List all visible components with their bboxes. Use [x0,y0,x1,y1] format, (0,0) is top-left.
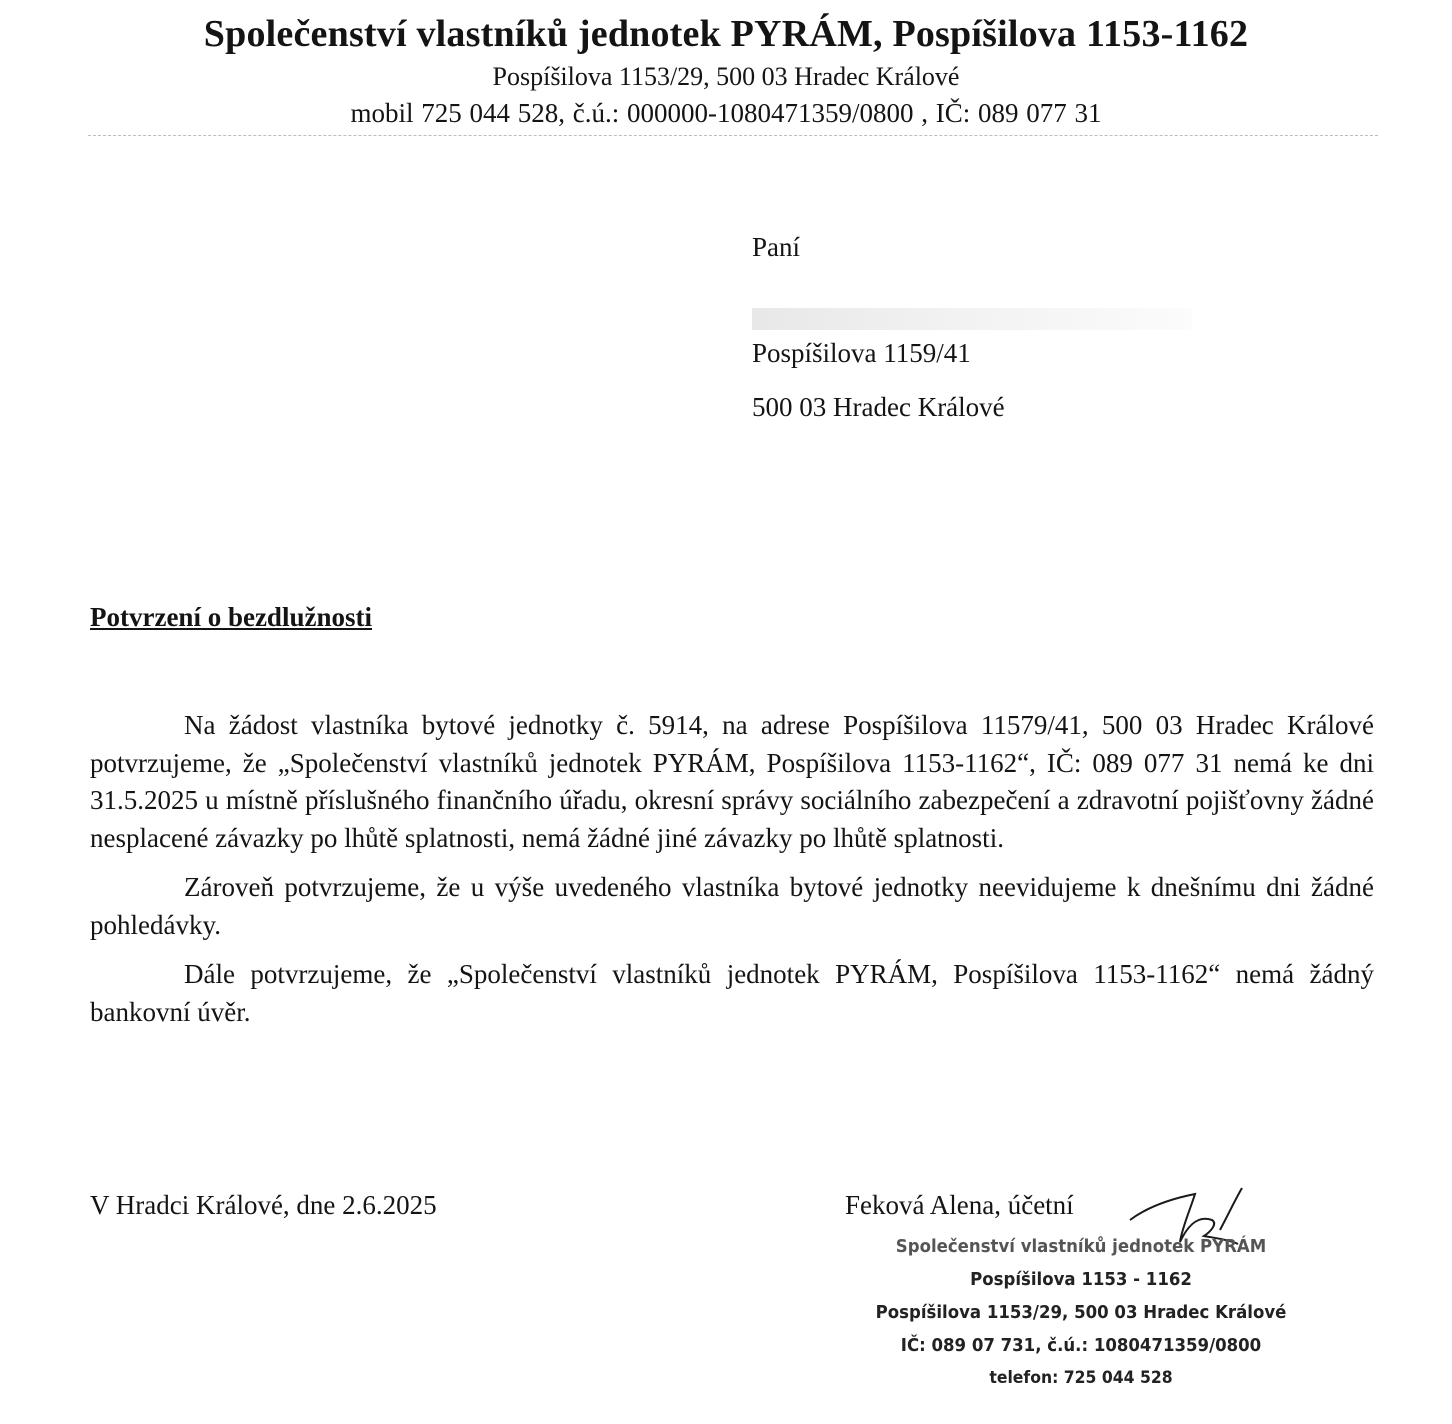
letter-body [90,707,1374,1043]
letterhead-address: Pospíšilova 1153/29, 500 03 Hradec Králové [492,62,960,91]
stamp-line-3: Pospíšilova 1153/29, 500 03 Hradec Králové [875,1302,1287,1323]
letterhead-divider [88,135,1378,136]
recipient-name-redaction [752,308,1192,330]
stamp-line-1: Společenství vlastníků jednotek PYRÁM [895,1236,1267,1257]
organization-stamp [874,1230,1288,1395]
signer-name: Feková Alena, účetní [845,1190,1074,1220]
body-paragraph-3: Dále potvrzujeme, že „Společenství vlastníků jednotek PYRÁM, Pospíšilova 1153-1162“ nemá žádný bankovní úvěr. [90,959,1374,1027]
stamp-line-2: Pospíšilova 1153 - 1162 [970,1269,1192,1290]
body-paragraph-2: Zároveň potvrzujeme, že u výše uvedeného vlastníka bytové jednotky neevidujeme k dnešnímu dni žádné pohledávky. [90,872,1374,940]
letterhead-title: Společenství vlastníků jednotek PYRÁM, Pospíšilova 1153-1162 [203,13,1249,55]
letterhead-contact: mobil 725 044 528, č.ú.: 000000-1080471359/0800 , IČ: 089 077 31 [350,98,1102,128]
letter-subject: Potvrzení o bezdlužnosti [90,602,372,632]
recipient-city: 500 03 Hradec Králové [752,392,1005,422]
recipient-salutation: Paní [752,232,801,262]
recipient-street: Pospíšilova 1159/41 [752,338,971,368]
body-paragraph-1: Na žádost vlastníka bytové jednotky č. 5914, na adrese Pospíšilova 11579/41, 500 03 Hradec Králové potvrzujeme, že „Společenství vlastníků jednotek PYRÁM, Pospíšilova 1153-1162“, IČ: 089 077 31 nemá ke dni 31.5.2025 u místně příslušného finančního úřadu, okresní správy sociálního zabezpečení a zdravotní pojišťovny žádné nesplacené závazky po lhůtě splatnosti, nemá žádné jiné závazky po lhůtě splatnosti. [90,710,1374,853]
stamp-line-4: IČ: 089 07 731, č.ú.: 1080471359/0800 [900,1335,1262,1356]
place-and-date: V Hradci Králové, dne 2.6.2025 [90,1190,437,1220]
stamp-line-5: telefon: 725 044 528 [989,1368,1173,1388]
